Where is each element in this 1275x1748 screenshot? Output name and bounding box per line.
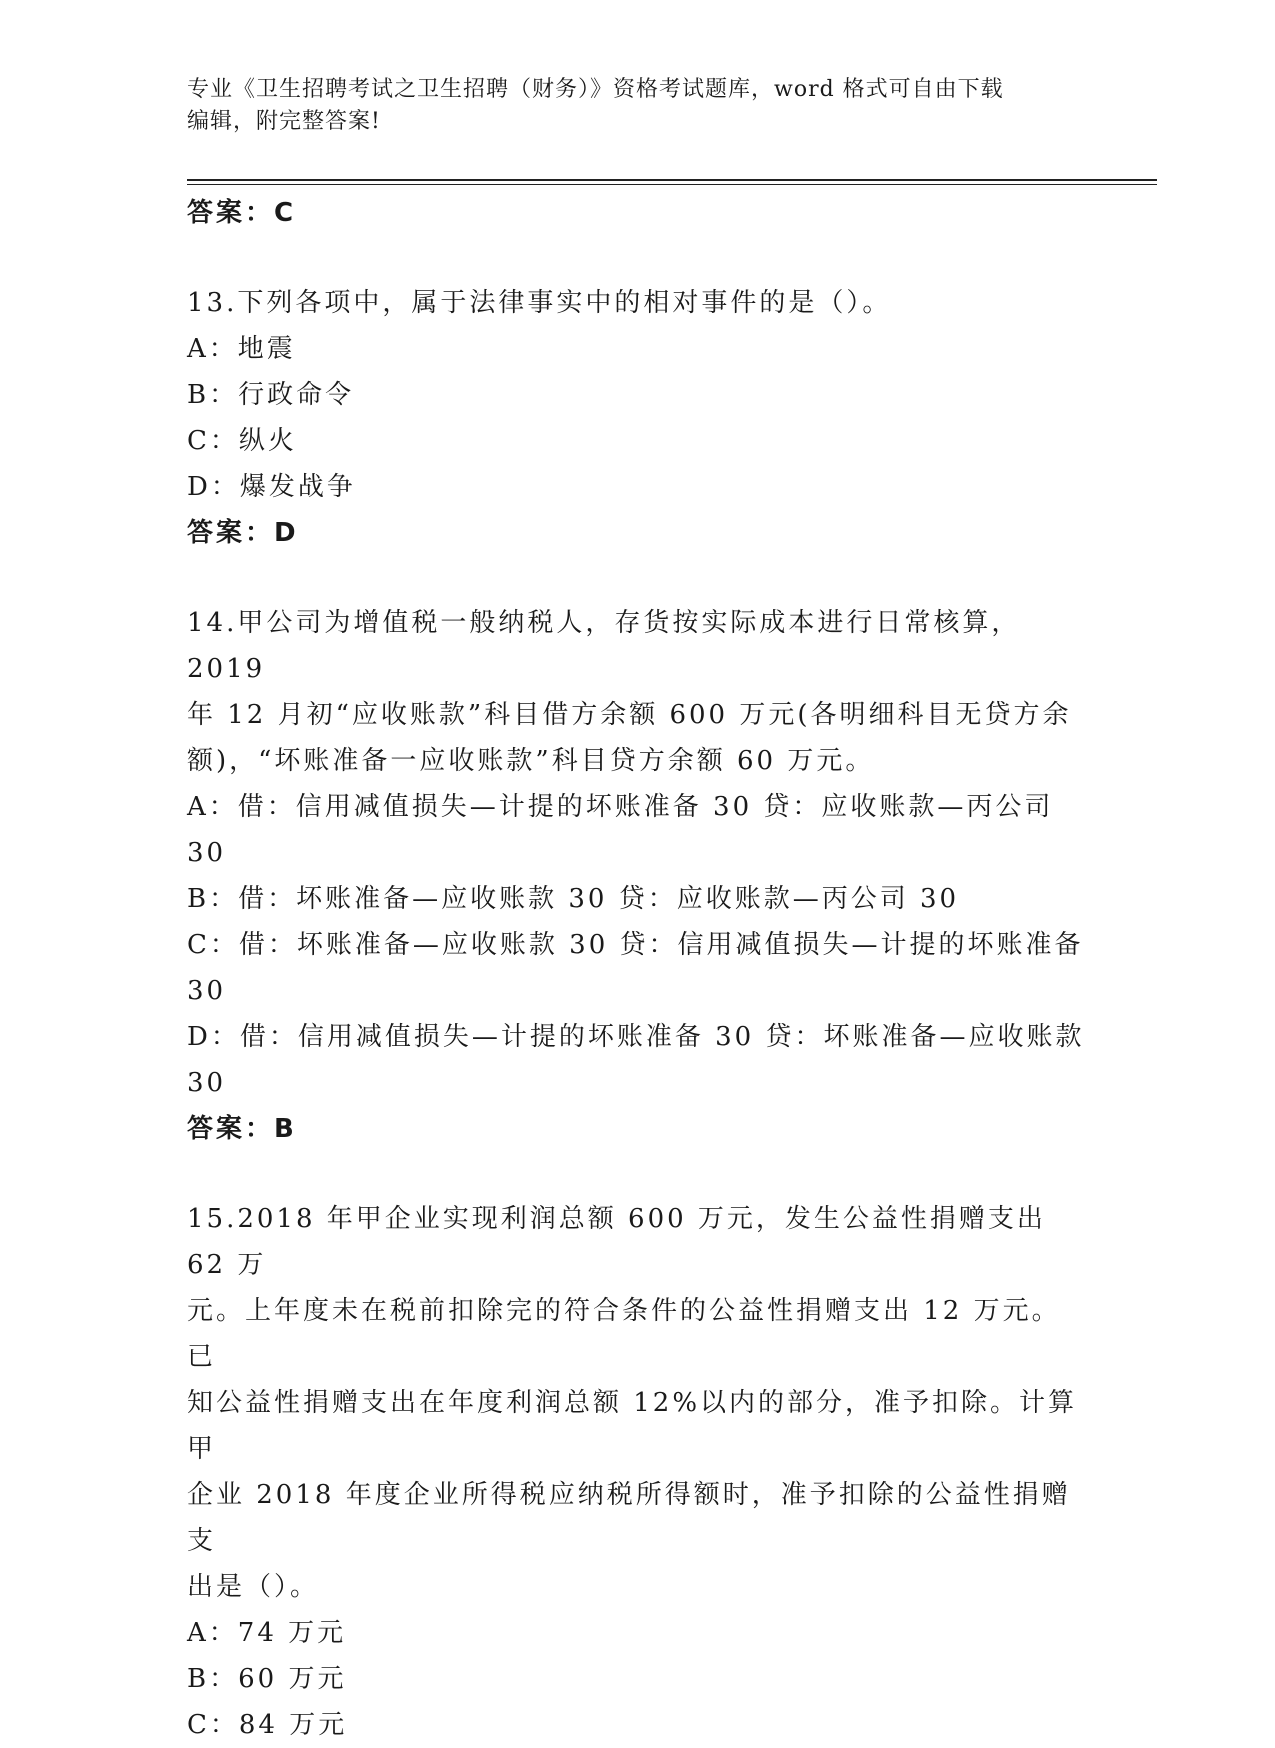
question-13 <box>187 280 1087 556</box>
question-13-text: 13.下列各项中，属于法律事实中的相对事件的是（）。 <box>187 288 892 318</box>
prev-answer: 答案：C <box>187 198 297 228</box>
question-14-option-d: D：借：信用减值损失—计提的坏账准备 30 贷：坏账准备—应收账款 <box>187 1022 1085 1052</box>
question-15-line-5: 出是（）。 <box>187 1572 320 1602</box>
header-line-1: 专业《卫生招聘考试之卫生招聘（财务）》资格考试题库，word 格式可自由下载 <box>187 77 1004 102</box>
question-14-option-c-cont: 30 <box>187 976 227 1006</box>
question-14-option-a: A：借：信用减值损失—计提的坏账准备 30 贷：应收账款—丙公司 30 <box>187 792 1054 868</box>
spacer <box>187 556 1087 600</box>
document-body <box>187 190 1087 1748</box>
question-15-line-3: 知公益性捐赠支出在年度利润总额 12%以内的部分，准予扣除。计算甲 <box>187 1388 1078 1464</box>
question-13-option-c: C：纵火 <box>187 426 297 456</box>
question-13-option-a: A：地震 <box>187 334 296 364</box>
question-14-line-3: 额)，“坏账准备一应收账款”科目贷方余额 60 万元。 <box>187 746 875 776</box>
header-rule-thin <box>187 184 1157 185</box>
question-14-line-2: 年 12 月初“应收账款”科目借方余额 600 万元(各明细科目无贷方余 <box>187 700 1072 730</box>
question-15-line-4: 企业 2018 年度企业所得税应纳税所得额时，准予扣除的公益性捐赠支 <box>187 1480 1071 1556</box>
question-14-answer: 答案：B <box>187 1114 297 1144</box>
question-14-line-1: 14.甲公司为增值税一般纳税人，存货按实际成本进行日常核算，2019 <box>187 608 1021 684</box>
question-14-option-b: B：借：坏账准备—应收账款 30 贷：应收账款—丙公司 30 <box>187 884 960 914</box>
spacer <box>187 1152 1087 1196</box>
spacer <box>187 236 1087 280</box>
question-14-option-c: C：借：坏账准备—应收账款 30 贷：信用减值损失—计提的坏账准备 <box>187 930 1084 960</box>
question-15-line-1: 15.2018 年甲企业实现利润总额 600 万元，发生公益性捐赠支出 62 万 <box>187 1204 1046 1280</box>
question-15-line-2: 元。上年度未在税前扣除完的符合条件的公益性捐赠支出 12 万元。已 <box>187 1296 1061 1372</box>
question-13-answer: 答案：D <box>187 518 299 548</box>
question-15 <box>187 1196 1087 1748</box>
question-13-option-b: B：行政命令 <box>187 380 355 410</box>
question-15-option-a: A：74 万元 <box>187 1618 347 1648</box>
question-14-option-d-cont: 30 <box>187 1068 227 1098</box>
question-13-option-d: D：爆发战争 <box>187 472 356 502</box>
question-14 <box>187 600 1087 1152</box>
header-line-2: 编辑，附完整答案! <box>187 109 381 134</box>
header-rule-thick <box>187 179 1157 181</box>
document-header <box>187 74 1087 138</box>
question-15-option-b: B：60 万元 <box>187 1664 347 1694</box>
question-15-option-c: C：84 万元 <box>187 1710 348 1740</box>
